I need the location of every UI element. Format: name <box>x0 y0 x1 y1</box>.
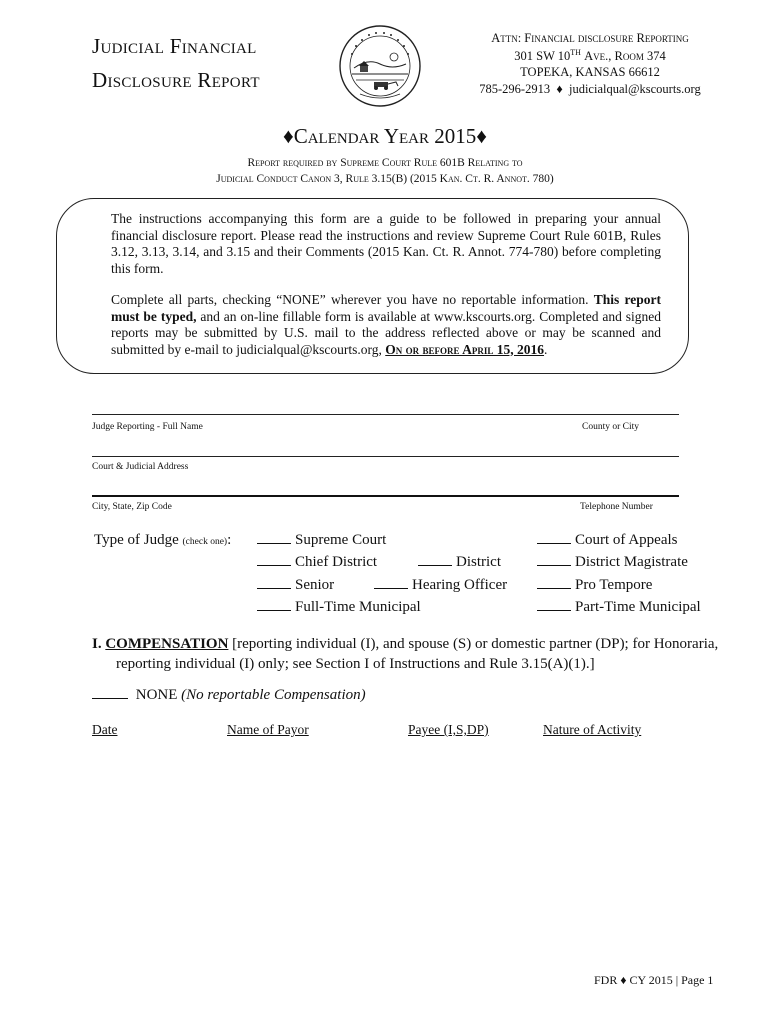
judge-name-field[interactable] <box>92 414 679 415</box>
option-supreme-court[interactable]: Supreme Court <box>257 531 386 549</box>
rule-reference-line-2: Judicial Conduct Canon 3, Rule 3.15(B) (2015 Kan. Ct. R. Annot. 780) <box>216 173 554 185</box>
deadline: On or before April 15, 2016 <box>385 341 545 357</box>
kansas-state-seal <box>338 24 422 108</box>
option-senior[interactable]: Senior <box>257 576 334 594</box>
contact-line <box>445 82 735 97</box>
checkbox-blank[interactable] <box>92 686 128 699</box>
section-title: COMPENSATION <box>105 636 229 652</box>
column-payee: Payee (I,S,DP) <box>408 722 489 737</box>
city-state-zip-label: City, State, Zip Code <box>92 502 172 512</box>
section-description: [reporting individual (I), and spouse (S) or domestic partner (DP); for Honoraria, reporting individual (I) only; see Section I of Instructions and Rule 3.15(A)(1).] <box>116 636 719 672</box>
section-number: I. <box>92 636 102 652</box>
column-date: Date <box>92 722 118 737</box>
diamond-icon: ♦ <box>556 82 563 96</box>
calendar-year-title: Calendar Year 2015 <box>293 124 477 148</box>
city-state-zip-field[interactable] <box>92 495 679 497</box>
calendar-year-heading <box>0 124 770 149</box>
page-footer <box>594 973 713 988</box>
checkbox-blank[interactable] <box>537 553 571 566</box>
instructions-paragraph-1: The instructions accompanying this form are a guide to be followed in preparing your annual financial disclosure report. Please read the instructions and review Supreme Court Rule 601B, Rules 3.12, 3.13, 3.14, and 3.15 and their Comments (2015 Kan. Ct. R. Annot. 774-780) before completing this form. <box>111 211 661 276</box>
checkbox-blank[interactable] <box>537 531 571 544</box>
form-title-line-1: Judicial Financial <box>92 34 257 58</box>
option-hearing-officer[interactable]: Hearing Officer <box>374 576 507 594</box>
section-compensation-heading <box>92 634 756 674</box>
column-name-of-payor: Name of Payor <box>227 722 309 737</box>
rule-reference-line-1: Report required by Supreme Court Rule 601B Relating to <box>247 157 523 169</box>
option-chief-district[interactable]: Chief District <box>257 553 377 571</box>
checkbox-blank[interactable] <box>257 576 291 589</box>
attn-line: Attn: Financial disclosure Reporting <box>491 31 689 45</box>
telephone-label: Telephone Number <box>580 502 653 512</box>
checkbox-blank[interactable] <box>257 531 291 544</box>
none-compensation-option[interactable]: NONE (No reportable Compensation) <box>92 686 366 704</box>
option-district[interactable]: District <box>418 553 501 571</box>
option-district-magistrate[interactable]: District Magistrate <box>537 553 688 571</box>
footer-page: Page 1 <box>681 973 714 987</box>
phone-number: 785-296-2913 <box>479 82 551 96</box>
city-address: TOPEKA, KANSAS 66612 <box>520 65 660 79</box>
county-label: County or City <box>582 422 640 432</box>
checkbox-blank[interactable] <box>257 553 291 566</box>
footer-form: FDR <box>594 973 618 987</box>
typed-requirement: This report must be typed, <box>111 292 661 324</box>
diamond-icon: ♦ <box>283 124 294 148</box>
diamond-icon: ♦ <box>620 973 627 987</box>
footer-year: CY 2015 <box>629 973 673 987</box>
option-pro-tempore[interactable]: Pro Tempore <box>537 576 652 594</box>
court-address-label: Court & Judicial Address <box>92 462 189 472</box>
divider: | <box>675 973 679 987</box>
option-part-time-municipal[interactable]: Part-Time Municipal <box>537 598 701 616</box>
checkbox-blank[interactable] <box>418 553 452 566</box>
judge-name-label: Judge Reporting - Full Name <box>92 422 203 432</box>
option-court-of-appeals[interactable]: Court of Appeals <box>537 531 678 549</box>
street-address: 301 SW 10TH Ave., Room 374 <box>514 48 666 64</box>
diamond-icon: ♦ <box>476 124 487 148</box>
form-title-line-2: Disclosure Report <box>92 68 260 92</box>
instructions-paragraph-2: Complete all parts, checking “NONE” wherever you have no reportable information. This report must be typed, and an on-line fillable form is available at www.kscourts.org. Completed and signed reports may be submitted by U.S. mail to the address reflected above or may be scanned and submitted by e-mail to judicialqual@kscourts.org, On or before April 15, 2016. <box>111 292 662 357</box>
checkbox-blank[interactable] <box>537 598 571 611</box>
checkbox-blank[interactable] <box>374 576 408 589</box>
judge-type-hint: (check one) <box>182 537 228 547</box>
court-address-field[interactable] <box>92 456 679 457</box>
contact-email: judicialqual@kscourts.org <box>568 82 701 96</box>
checkbox-blank[interactable] <box>537 576 571 589</box>
checkbox-blank[interactable] <box>257 598 291 611</box>
none-hint: (No reportable Compensation) <box>181 687 366 703</box>
column-nature-of-activity: Nature of Activity <box>543 722 642 737</box>
judge-type-label: Type of Judge (check one): <box>94 532 232 548</box>
option-full-time-municipal[interactable]: Full-Time Municipal <box>257 598 421 616</box>
